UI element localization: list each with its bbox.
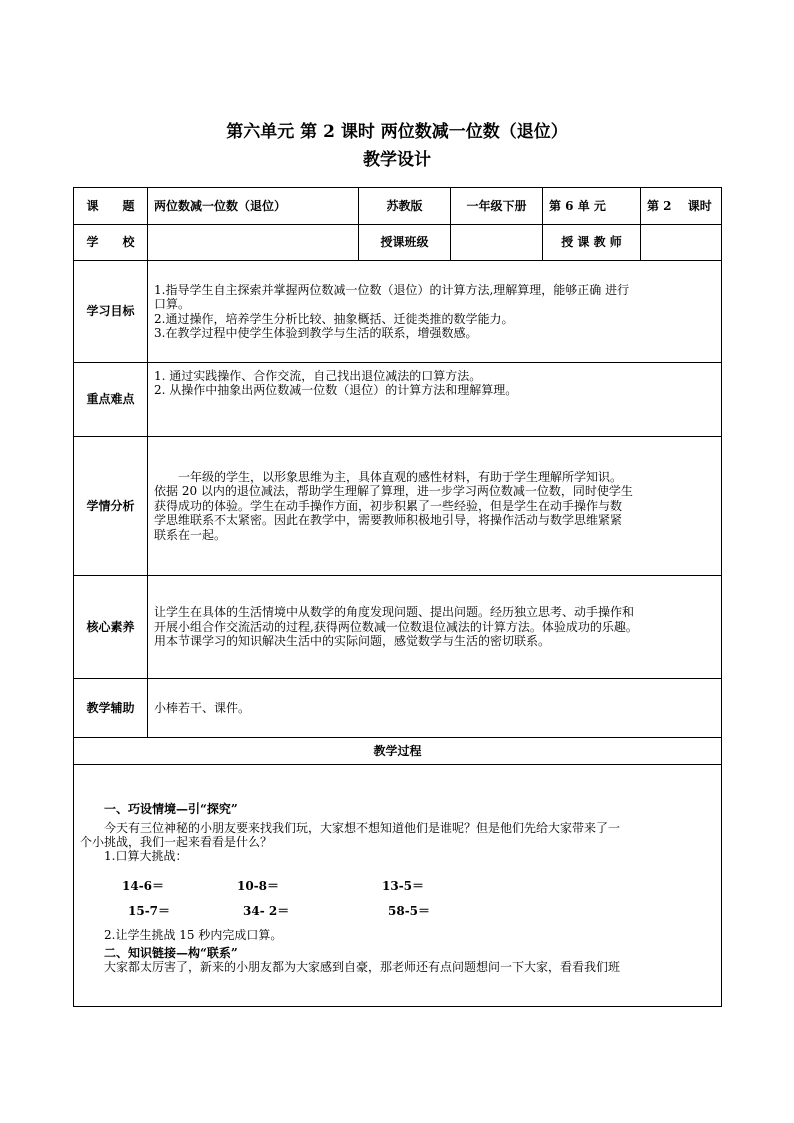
class-value <box>451 225 543 261</box>
aids-label: 教学辅助 <box>74 679 148 738</box>
document-subtitle: 教学设计 <box>363 150 431 170</box>
goals-line: 口算。 <box>154 297 191 312</box>
literacy-row <box>74 576 722 679</box>
calc-item: 15-7＝ <box>128 903 171 918</box>
aids-value: 小棒若干、课件。 <box>148 679 722 738</box>
literacy-line: 开展小组合作交流活动的过程,获得两位数减一位数退位减法的计算方法。体验成功的乐趣。 <box>154 619 638 634</box>
topic-label: 课 题 <box>74 188 148 225</box>
analysis-line: 一年级的学生，以形象思维为主，具体直观的感性材料，有助于学生理解所学知识。 <box>178 470 623 485</box>
calc-row <box>80 864 715 899</box>
literacy-label: 核心素养 <box>74 576 148 679</box>
process-last-line: 大家都太厉害了，新来的小朋友都为大家感到自豪，那老师还有点问题想问一下大家，看看我们班 <box>104 960 621 975</box>
section-heading-1: 一、巧设情境—引“探究” <box>104 801 238 816</box>
literacy-line: 用本节课学习的知识解决生活中的实际问题，感觉数学与生活的密切联系。 <box>154 634 551 649</box>
school-row <box>74 225 722 261</box>
challenge-note: 2.让学生挑战 15 秒内完成口算。 <box>104 927 283 942</box>
aids-row <box>74 679 722 738</box>
key-points-row <box>74 363 722 437</box>
lesson-cell: 第 2 课时 <box>641 188 722 225</box>
intro-line: 个小挑战，我们一起来看看是什么？ <box>80 834 273 849</box>
analysis-content <box>148 437 722 576</box>
calc-item: 58-5＝ <box>388 903 431 918</box>
class-label: 授课班级 <box>359 225 451 261</box>
goals-line: 1.指导学生自主探索并掌握两位数减一位数（退位）的计算方法,理解算理，能够正确 进行 <box>154 282 630 297</box>
process-header: 教学过程 <box>74 738 722 765</box>
unit-cell: 第 6 单 元 <box>543 188 641 225</box>
lesson-plan-table <box>73 187 722 1007</box>
goals-line: 3.在教学过程中使学生体验到教学与生活的联系，增强数感。 <box>154 325 478 340</box>
literacy-line: 让学生在具体的生活情境中从数学的角度发现问题、提出问题。经历独立思考、动手操作和 <box>154 605 635 620</box>
calc-row <box>80 899 715 924</box>
calc-item: 10-8＝ <box>237 878 280 893</box>
edition-cell: 苏教版 <box>359 188 451 225</box>
teacher-label: 授 课 教 师 <box>543 225 641 261</box>
analysis-label: 学情分析 <box>74 437 148 576</box>
school-value <box>148 225 359 261</box>
process-header-row <box>74 738 722 765</box>
analysis-line: 获得成功的体验。学生在动手操作方面，初步积累了一些经验，但是学生在动手操作与数 <box>154 498 623 513</box>
school-label: 学 校 <box>74 225 148 261</box>
topic-value: 两位数减一位数（退位） <box>148 188 359 225</box>
process-row <box>74 765 722 1007</box>
key-points-content <box>148 363 722 437</box>
goals-label: 学习目标 <box>74 261 148 363</box>
analysis-line: 学思维联系不太紧密。因此在教学中，需要教师积极地引导，将操作活动与数学思维紧紧 <box>154 513 623 528</box>
key-points-label: 重点难点 <box>74 363 148 437</box>
challenge-title: 1.口算大挑战： <box>104 849 188 864</box>
analysis-line: 联系在一起。 <box>154 527 227 542</box>
grade-cell: 一年级下册 <box>451 188 543 225</box>
process-content <box>74 765 722 1007</box>
calc-item: 34- 2＝ <box>243 903 290 918</box>
goals-row <box>74 261 722 363</box>
key-points-line: 1. 通过实践操作、合作交流，自己找出退位减法的口算方法。 <box>154 369 482 383</box>
literacy-content <box>148 576 722 679</box>
analysis-row <box>74 437 722 576</box>
intro-line: 今天有三位神秘的小朋友要来找我们玩，大家想不想知道他们是谁呢？但是他们先给大家带来了一 <box>104 820 621 835</box>
goals-line: 2.通过操作，培养学生分析比较、抽象概括、迁徙类推的数学能力。 <box>154 311 514 326</box>
document-title: 第六单元 第 2 课时 两位数减一位数（退位） <box>226 122 568 142</box>
calc-item: 13-5＝ <box>382 878 425 893</box>
goals-content <box>148 261 722 363</box>
analysis-line: 依据 20 以内的退位减法，帮助学生理解了算理，进一步学习两位数减一位数，同时使学生 <box>154 484 633 499</box>
teacher-value <box>641 225 722 261</box>
topic-row <box>74 188 722 225</box>
calc-item: 14-6＝ <box>122 878 165 893</box>
key-points-line: 2. 从操作中抽象出两位数减一位数（退位）的计算方法和理解算理。 <box>154 383 518 398</box>
section-heading-2: 二、知识链接—构“联系” <box>104 945 238 960</box>
